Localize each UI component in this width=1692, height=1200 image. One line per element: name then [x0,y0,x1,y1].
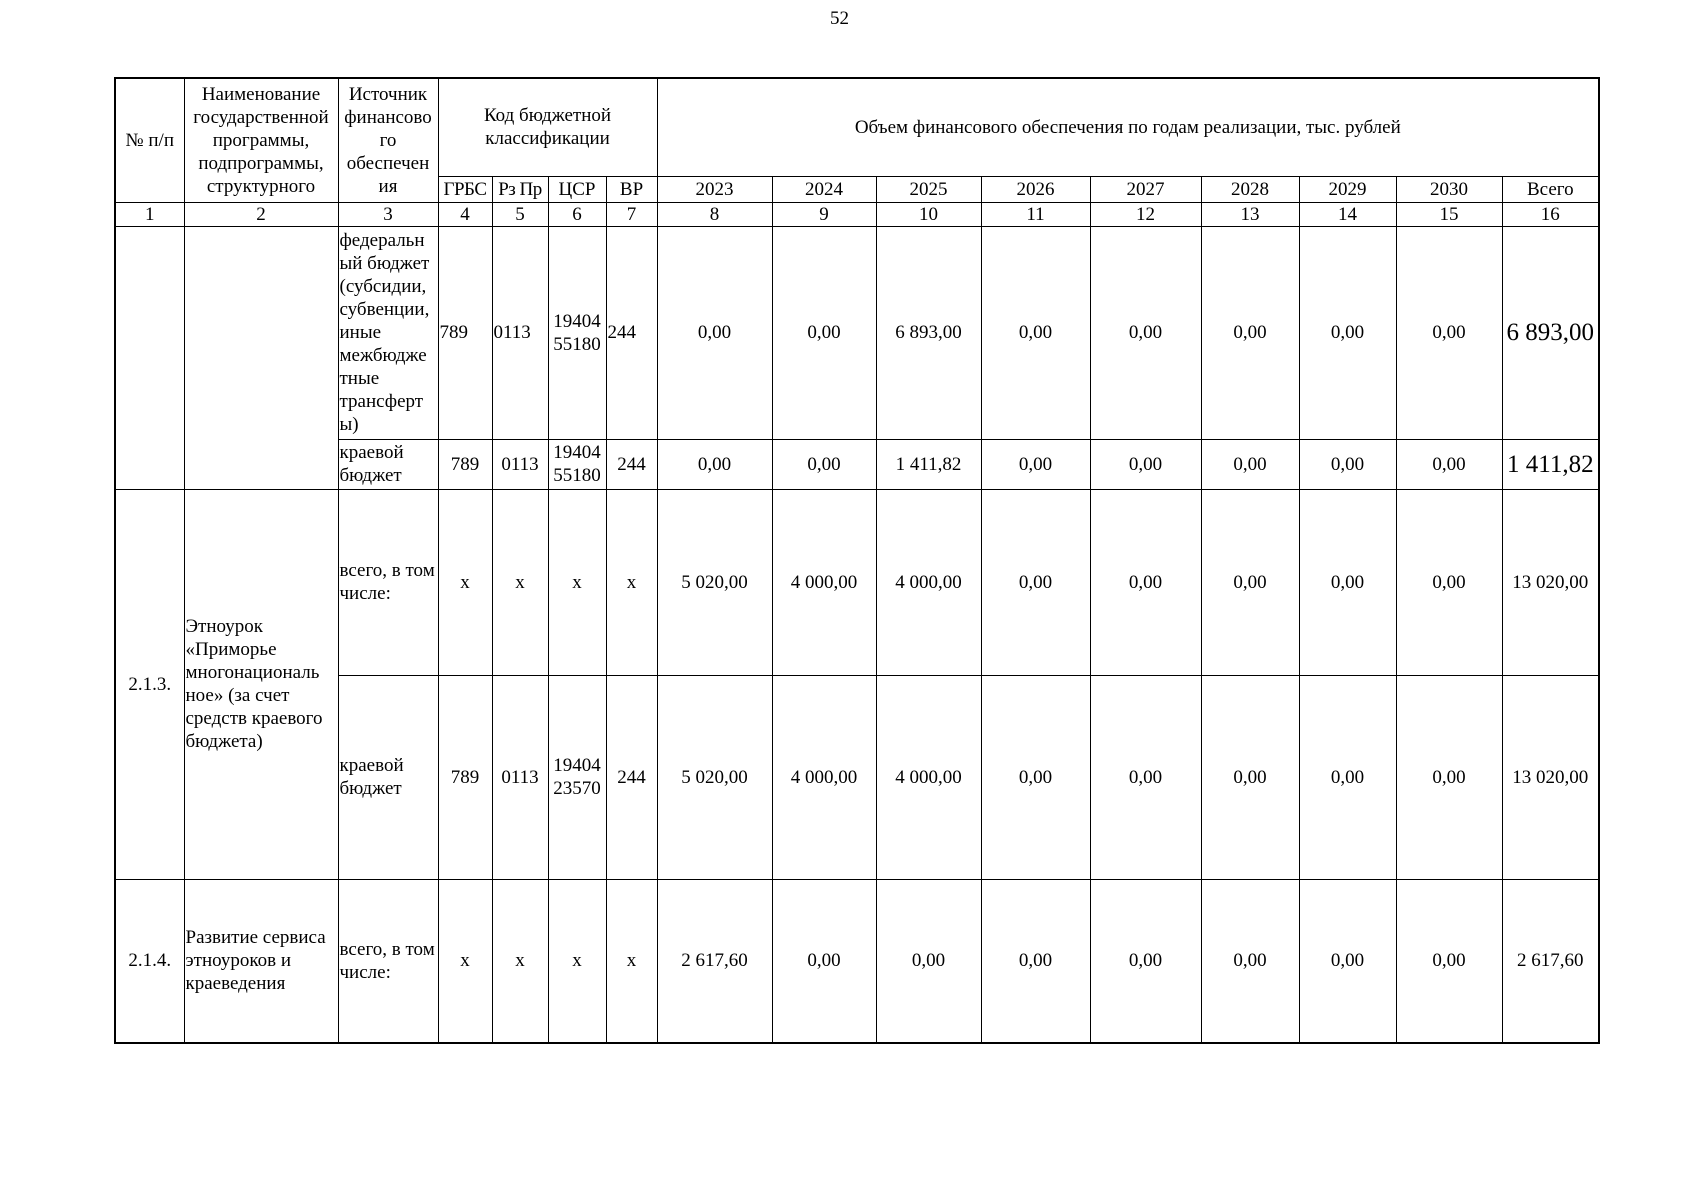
header-year: 2024 [772,176,876,202]
row-value: 0,00 [1090,879,1201,1043]
row-csr: 19404 23570 [548,675,606,879]
row-value: 0,00 [772,879,876,1043]
row-value: 0,00 [981,226,1090,439]
row-value: 0,00 [1090,439,1201,489]
row-rzpr: 0113 [492,226,548,439]
column-index: 5 [492,202,548,226]
row-name: Этноурок «Приморье многонациональ ное» (за счет средств краевого бюджета) [184,489,338,879]
row-value: 0,00 [1396,489,1502,675]
row-value: 0,00 [1396,675,1502,879]
budget-table [114,77,1600,1044]
row-vr: 244 [606,439,657,489]
header-year: 2027 [1090,176,1201,202]
row-vr: х [606,489,657,675]
row-value: 5 020,00 [657,489,772,675]
row-name [184,226,338,489]
column-index: 12 [1090,202,1201,226]
row-value: 0,00 [1299,226,1396,439]
row-name: Развитие сервиса этноуроков и краеведения [184,879,338,1043]
header-source: Источник финансово го обеспечен ия [338,78,438,202]
header-csr: ЦСР [548,176,606,202]
header-total: Всего [1502,176,1599,202]
row-total: 13 020,00 [1502,675,1599,879]
row-grbs: х [438,879,492,1043]
page-number: 52 [830,8,849,29]
column-index: 13 [1201,202,1299,226]
row-num [115,226,184,489]
row-rzpr: 0113 [492,675,548,879]
column-index: 9 [772,202,876,226]
column-index: 1 [115,202,184,226]
row-source: всего, в том числе: [338,879,438,1043]
header-year: 2028 [1201,176,1299,202]
header-vr: ВР [606,176,657,202]
row-vr: 244 [606,226,657,439]
column-index: 3 [338,202,438,226]
row-value: 0,00 [1090,226,1201,439]
row-value: 0,00 [1299,489,1396,675]
row-value: 0,00 [1201,879,1299,1043]
row-csr: х [548,879,606,1043]
row-value: 0,00 [1201,489,1299,675]
header-grbs: ГРБС [438,176,492,202]
row-value: 0,00 [1396,439,1502,489]
row-value: 0,00 [1396,226,1502,439]
row-value: 0,00 [981,879,1090,1043]
row-value: 0,00 [657,439,772,489]
row-num: 2.1.4. [115,879,184,1043]
row-value: 6 893,00 [876,226,981,439]
column-index: 8 [657,202,772,226]
row-grbs: 789 [438,226,492,439]
row-value: 0,00 [981,675,1090,879]
column-index: 7 [606,202,657,226]
header-code-group: Код бюджетной классификации [438,78,657,176]
column-index: 14 [1299,202,1396,226]
row-value: 4 000,00 [876,675,981,879]
row-csr: 19404 55180 [548,439,606,489]
row-value: 0,00 [876,879,981,1043]
row-vr: 244 [606,675,657,879]
header-year: 2026 [981,176,1090,202]
column-index: 4 [438,202,492,226]
row-value: 0,00 [981,489,1090,675]
row-value: 0,00 [1299,879,1396,1043]
row-total: 1 411,82 [1502,439,1599,489]
row-value: 0,00 [1090,489,1201,675]
table-row [115,226,1599,439]
row-grbs: х [438,489,492,675]
row-value: 0,00 [981,439,1090,489]
row-value: 0,00 [657,226,772,439]
row-value: 4 000,00 [772,489,876,675]
row-value: 1 411,82 [876,439,981,489]
table-row [115,439,1599,489]
row-rzpr: 0113 [492,439,548,489]
row-value: 0,00 [1090,675,1201,879]
row-vr: х [606,879,657,1043]
row-source: федеральн ый бюджет (субсидии, субвенции, иные межбюдже тные трансферт ы) [338,226,438,439]
row-csr: 19404 55180 [548,226,606,439]
header-year: 2025 [876,176,981,202]
column-index: 2 [184,202,338,226]
table-row [115,489,1599,675]
row-rzpr: х [492,879,548,1043]
column-index-row [115,202,1599,226]
header-name: Наименование государственной программы, подпрограммы, структурного [184,78,338,202]
header-year: 2023 [657,176,772,202]
column-index: 6 [548,202,606,226]
header-num: № п/п [115,78,184,202]
row-rzpr: х [492,489,548,675]
table-row [115,879,1599,1043]
row-value: 0,00 [772,226,876,439]
row-grbs: 789 [438,439,492,489]
row-total: 13 020,00 [1502,489,1599,675]
row-grbs: 789 [438,675,492,879]
header-year: 2029 [1299,176,1396,202]
row-source: краевой бюджет [338,675,438,879]
row-total: 6 893,00 [1502,226,1599,439]
row-value: 0,00 [1201,439,1299,489]
row-value: 5 020,00 [657,675,772,879]
header-volume-group: Объем финансового обеспечения по годам реализации, тыс. рублей [657,78,1599,176]
header-rzpr: Рз Пр [492,176,548,202]
column-index: 15 [1396,202,1502,226]
column-index: 10 [876,202,981,226]
row-value: 0,00 [1299,439,1396,489]
row-value: 0,00 [1299,675,1396,879]
row-value: 4 000,00 [772,675,876,879]
row-csr: х [548,489,606,675]
row-value: 0,00 [772,439,876,489]
row-value: 0,00 [1201,226,1299,439]
row-source: всего, в том числе: [338,489,438,675]
column-index: 16 [1502,202,1599,226]
row-value: 2 617,60 [657,879,772,1043]
header-year: 2030 [1396,176,1502,202]
row-source: краевой бюджет [338,439,438,489]
row-value: 0,00 [1396,879,1502,1043]
row-total: 2 617,60 [1502,879,1599,1043]
table-row [115,675,1599,879]
row-num: 2.1.3. [115,489,184,879]
row-value: 0,00 [1201,675,1299,879]
column-index: 11 [981,202,1090,226]
row-value: 4 000,00 [876,489,981,675]
header-row [115,78,1599,176]
